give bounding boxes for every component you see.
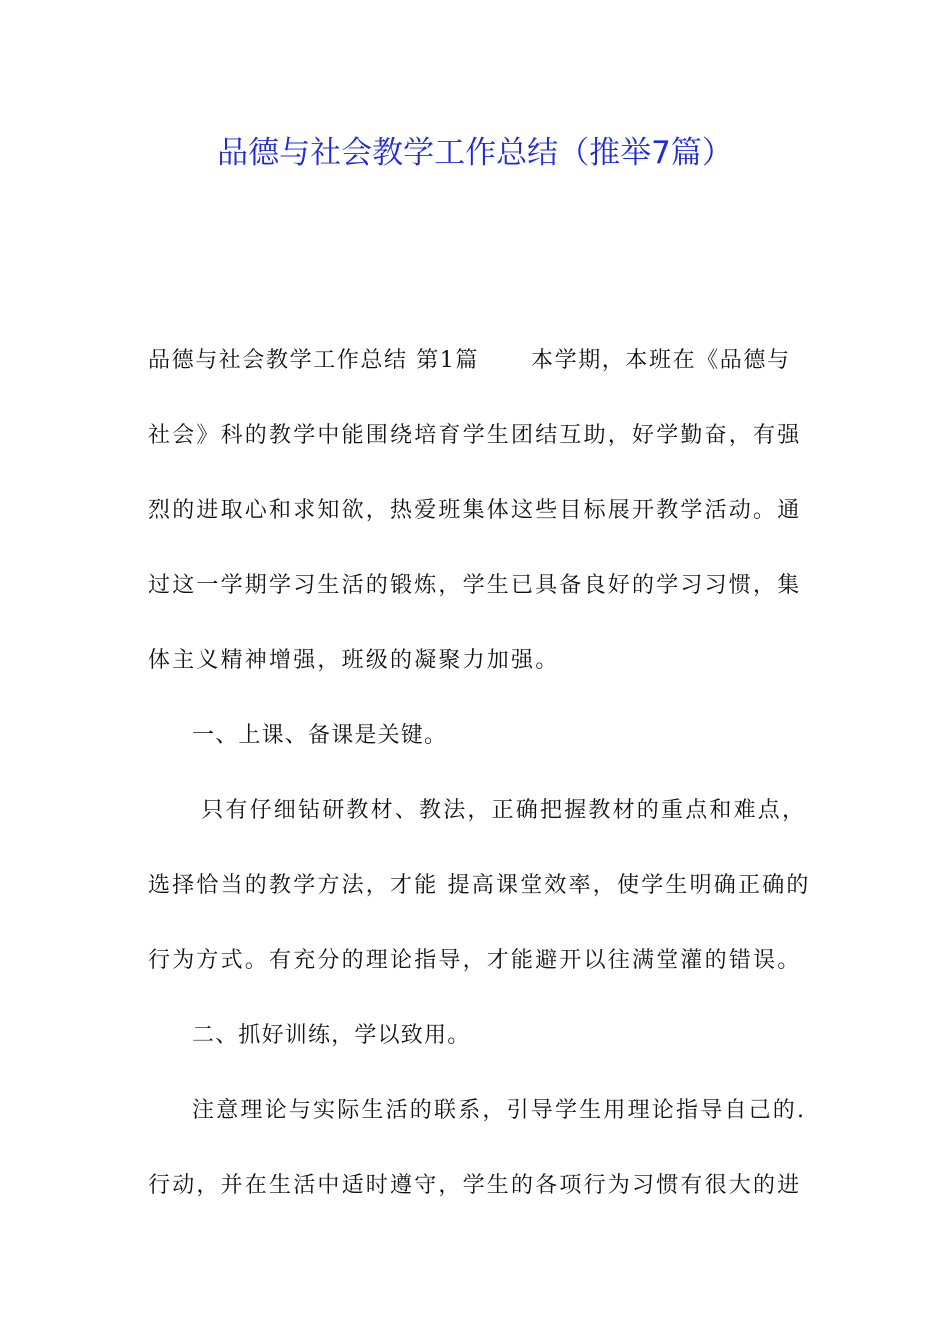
paragraph-line: 烈的进取心和求知欲，热爱班集体这些目标展开教学活动。通 [148,498,802,523]
paragraph-line: 只有仔细钻研教材、教法，正确把握教材的重点和难点， [192,798,807,823]
paragraph-line: 社会》科的教学中能围绕培育学生团结互助，好学勤奋，有强 [148,423,802,448]
paragraph-line: 行动，并在生活中适时遵守，学生的各项行为习惯有很大的进 [148,1173,802,1198]
document-body [148,333,811,1233]
paragraph-line: 过这一学期学习生活的锻炼，学生已具备良好的学习习惯，集 [148,573,802,598]
subheading: 一、上课、备课是关键。 [192,723,448,748]
paragraph-line: 注意理论与实际生活的联系，引导学生用理论指导自己的. [192,1098,807,1123]
document-title: 品德与社会教学工作总结（推举7篇） [217,135,733,171]
paragraph-line: 体主义精神增强，班级的凝聚力加强。 [148,648,560,673]
paragraph-line: 行为方式。有充分的理论指导，才能避开以往满堂灌的错误。 [148,948,802,973]
subheading: 二、抓好训练，学以致用。 [192,1023,471,1048]
paragraph-text: 本学期，本班在《品德与 [531,348,791,373]
section-heading: 品德与社会教学工作总结 第1篇 [148,348,479,373]
paragraph-line [148,333,808,408]
paragraph-line: 选择恰当的教学方法，才能 提高课堂效率，使学生明确正确的 [148,873,811,898]
